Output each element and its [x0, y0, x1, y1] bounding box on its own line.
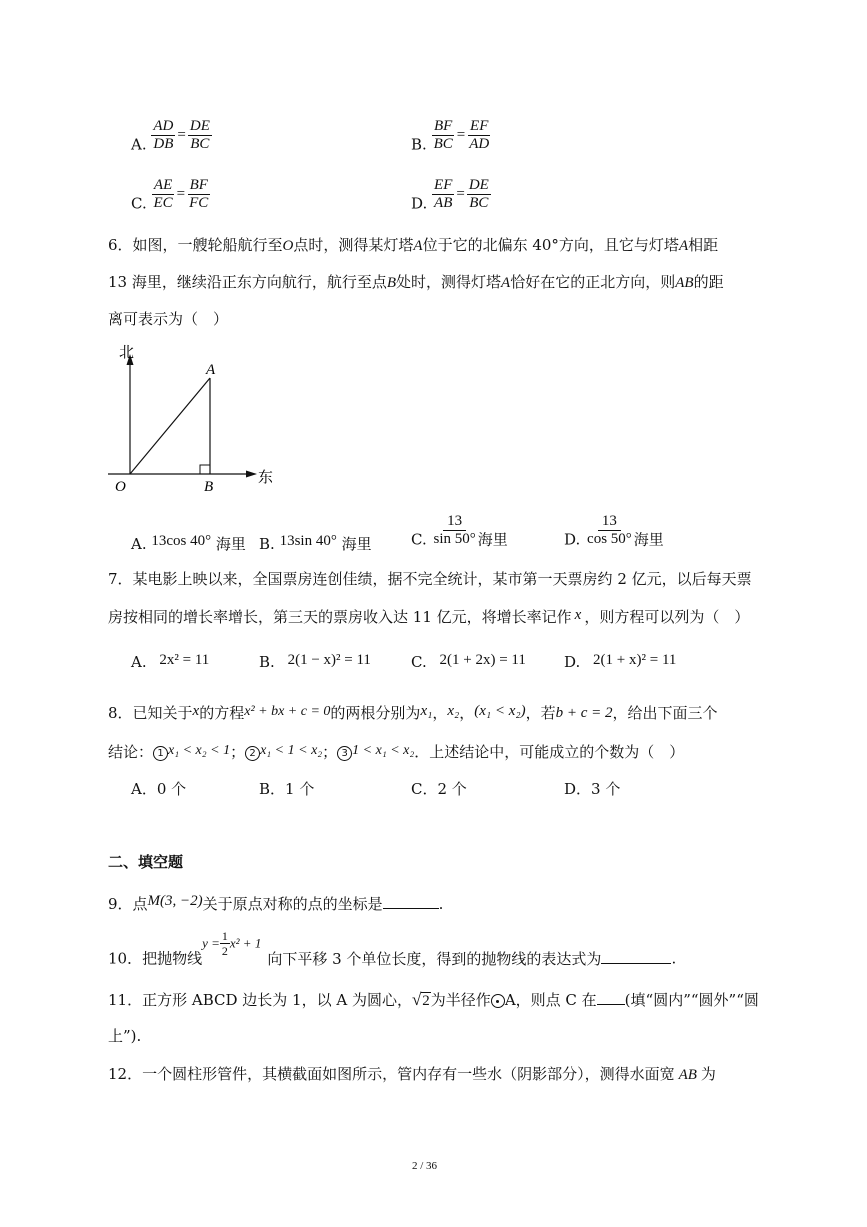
q6-option-a	[131, 533, 246, 554]
equals-sign: =	[177, 127, 186, 143]
sqrt-2	[412, 990, 431, 1009]
fraction	[220, 929, 230, 958]
q6-option-c	[411, 513, 508, 550]
q6-line-2	[108, 272, 724, 293]
numerator: 1	[221, 929, 228, 943]
point-o: O	[282, 238, 294, 254]
text: ；	[230, 743, 246, 761]
numerator: 13	[443, 513, 466, 531]
option-label: B.	[259, 653, 275, 671]
numerator: BF	[434, 118, 453, 134]
text: ，若	[525, 704, 556, 722]
numerator: AD	[153, 118, 174, 134]
q6-line-1	[108, 235, 718, 256]
option-label: C.	[411, 530, 427, 549]
segment-ab: AB	[678, 1067, 697, 1083]
fraction	[188, 118, 212, 153]
text: 10．把抛物线	[108, 949, 203, 968]
fraction	[432, 177, 454, 212]
denominator: DB	[153, 136, 174, 152]
text: 关于原点对称的点的坐标是	[202, 895, 383, 913]
label-o: O	[115, 479, 126, 495]
text: ，则方程可以列为（ ）	[584, 608, 750, 626]
denominator: BC	[190, 136, 210, 152]
label-b: B	[204, 479, 214, 495]
answer-blank[interactable]	[601, 949, 671, 964]
fraction	[467, 177, 491, 212]
text: 11．正方形 ABCD 边长为 1，以 A 为圆心，	[108, 991, 412, 1009]
q12-line-1	[108, 1064, 716, 1085]
radical-sign: √	[411, 990, 422, 1009]
q5-option-a	[131, 118, 212, 154]
denominator: BC	[469, 195, 489, 211]
text: .	[671, 949, 677, 968]
fraction	[151, 118, 175, 153]
q9	[108, 891, 443, 914]
text: 点时，测得某灯塔	[293, 236, 414, 254]
fraction	[585, 513, 634, 548]
numerator: BF	[189, 177, 208, 193]
text: ．上述结论中，可能成立的个数为（ ）	[414, 743, 685, 761]
text: 相距	[688, 236, 719, 254]
q7-option-a	[131, 652, 209, 671]
q8-option-c: C．2 个	[411, 780, 467, 798]
fraction	[467, 118, 491, 153]
q11-line-2: 上”).	[108, 1027, 142, 1045]
option-label: B.	[259, 535, 275, 553]
q6-option-d	[564, 513, 664, 550]
option-expression: 2x² = 11	[159, 652, 210, 668]
radicand: 2	[422, 993, 430, 1009]
right-angle-mark	[200, 465, 210, 474]
circled-number-3: 3	[337, 746, 352, 761]
q11-line-1	[108, 990, 759, 1011]
denominator: AD	[469, 136, 490, 152]
q5-option-d	[411, 177, 491, 213]
q5-option-b	[411, 118, 491, 154]
expression-y: y =	[202, 935, 220, 951]
text: 的方程	[199, 704, 245, 722]
order-condition: (x₁ < x₂)	[474, 703, 526, 719]
option-expression: 2(1 + x)² = 11	[593, 652, 677, 668]
denominator: AB	[434, 195, 453, 211]
option-label: D.	[411, 194, 428, 213]
text: 9．点	[108, 895, 148, 913]
q6-figure	[100, 338, 290, 498]
point-a: A	[413, 238, 423, 254]
option-unit: 海里	[215, 535, 246, 553]
equals-sign: =	[456, 186, 465, 202]
q8-option-a: A．0 个	[131, 780, 187, 798]
option-label: C.	[131, 194, 147, 213]
text: 8．已知关于	[108, 704, 193, 722]
point-a: A	[501, 275, 511, 291]
north-label: 北	[119, 343, 135, 361]
fraction	[432, 118, 455, 153]
text: 恰好在它的正北方向，则	[510, 273, 676, 291]
text: 13 海里，继续沿正东方向航行，航行至点	[108, 273, 387, 291]
denominator: FC	[189, 195, 209, 211]
q5-option-c	[131, 177, 210, 213]
point-b: B	[386, 275, 397, 291]
expression-rest: x² + 1	[229, 935, 262, 951]
option-unit: 海里	[341, 535, 372, 553]
conclusion-2: x₁ < 1 < x₂	[260, 743, 323, 758]
answer-blank[interactable]	[383, 894, 439, 909]
fraction	[187, 177, 210, 212]
circled-number-1: 1	[153, 746, 168, 761]
east-label: 东	[258, 468, 274, 486]
text: 12．一个圆柱形管件，其横截面如图所示，管内存有一些水（阴影部分），测得水面宽	[108, 1065, 675, 1083]
option-expression: 13sin 40°	[279, 533, 337, 549]
denominator: cos 50°	[587, 531, 632, 547]
circle-dot-icon	[491, 994, 505, 1008]
q7-line-2	[108, 605, 749, 627]
text: ，给出下面三个	[612, 704, 718, 722]
denominator: sin 50°	[433, 531, 476, 547]
option-expression: 2(1 + 2x) = 11	[439, 652, 526, 668]
option-label: B.	[411, 135, 427, 154]
q8-option-d: D．3 个	[564, 780, 621, 798]
condition: b + c = 2	[555, 705, 613, 721]
text: A，则点 C 在	[504, 991, 597, 1009]
point-m: M(3, −2)	[147, 893, 203, 909]
text: 6．如图，一艘轮船航行至	[108, 236, 283, 254]
numerator: 13	[598, 513, 621, 531]
denominator: EC	[153, 195, 173, 211]
text: 处时，测得灯塔	[396, 273, 502, 291]
text: (填“圆内”“圆外”“圆	[624, 991, 759, 1009]
option-label: A.	[131, 535, 147, 553]
text: 的距	[693, 273, 724, 291]
numerator: EF	[434, 177, 453, 193]
text: 为	[700, 1065, 716, 1083]
answer-blank[interactable]	[597, 990, 625, 1005]
q8-line-1	[108, 701, 718, 723]
point-a: A	[678, 238, 689, 254]
option-label: D.	[564, 530, 581, 549]
text: ；	[322, 743, 338, 761]
circled-number-2: 2	[245, 746, 260, 761]
text: 房按相同的增长率增长，第三天的票房收入达 11 亿元，将增长率记作	[108, 608, 572, 626]
conclusion-1: x₁ < x₂ < 1	[168, 743, 231, 758]
numerator: DE	[468, 177, 489, 193]
option-expression: 2(1 − x)² = 11	[287, 652, 371, 668]
east-arrowhead	[246, 471, 257, 478]
variable-x: x	[192, 703, 200, 719]
numerator: DE	[189, 118, 210, 134]
option-label: A.	[131, 135, 147, 154]
conclusion-3: 1 < x₁ < x₂	[352, 743, 415, 758]
option-unit: 海里	[477, 530, 508, 549]
q7-option-d	[564, 652, 676, 671]
segment-ab: AB	[675, 275, 694, 291]
segment-oa	[130, 378, 210, 474]
option-label: C.	[411, 653, 427, 671]
text: 7．某电影上映以来，全国票房连创佳绩，据不完全统计，某市第一天票房约 2 亿元，以后每天票	[108, 570, 752, 588]
q6-line-3	[108, 309, 228, 329]
option-label: D.	[564, 653, 581, 671]
text: ，	[432, 704, 448, 722]
q7-option-b	[259, 652, 371, 671]
option-label: A.	[131, 653, 147, 671]
numerator: EF	[470, 118, 489, 134]
denominator: 2	[221, 944, 228, 958]
text: 位于它的北偏东 40°方向，且它与灯塔	[422, 236, 679, 254]
text: 为半径作	[430, 991, 491, 1009]
text: 向下平移 3 个单位长度，得到的抛物线的表达式为	[267, 949, 602, 968]
q8-line-2	[108, 741, 684, 762]
text: 的两根分别为	[330, 704, 421, 722]
q8-option-b: B．1 个	[259, 780, 315, 798]
text: 离可表示为（ ）	[108, 310, 229, 328]
root-x2: x₂	[447, 703, 460, 719]
q7-line-1	[108, 569, 752, 589]
numerator: AE	[153, 177, 173, 193]
q7-option-c	[411, 652, 526, 671]
label-a: A	[206, 362, 216, 378]
variable-x: x	[574, 607, 582, 623]
fraction	[432, 513, 478, 548]
option-expression: 13cos 40°	[151, 533, 212, 549]
text: .	[438, 895, 444, 913]
equation: x² + bx + c = 0	[244, 704, 331, 719]
root-x1: x₁	[420, 703, 433, 719]
q6-option-b	[259, 533, 372, 554]
equals-sign: =	[176, 186, 186, 202]
page-number: 2 / 36	[412, 1160, 438, 1172]
text: 结论：	[108, 743, 154, 761]
text: ，	[459, 704, 475, 722]
denominator: BC	[433, 136, 453, 152]
q10	[108, 929, 676, 969]
option-unit: 海里	[633, 530, 664, 549]
fraction	[152, 177, 175, 212]
section-heading: 二、填空题	[108, 853, 184, 871]
equals-sign: =	[456, 127, 466, 143]
